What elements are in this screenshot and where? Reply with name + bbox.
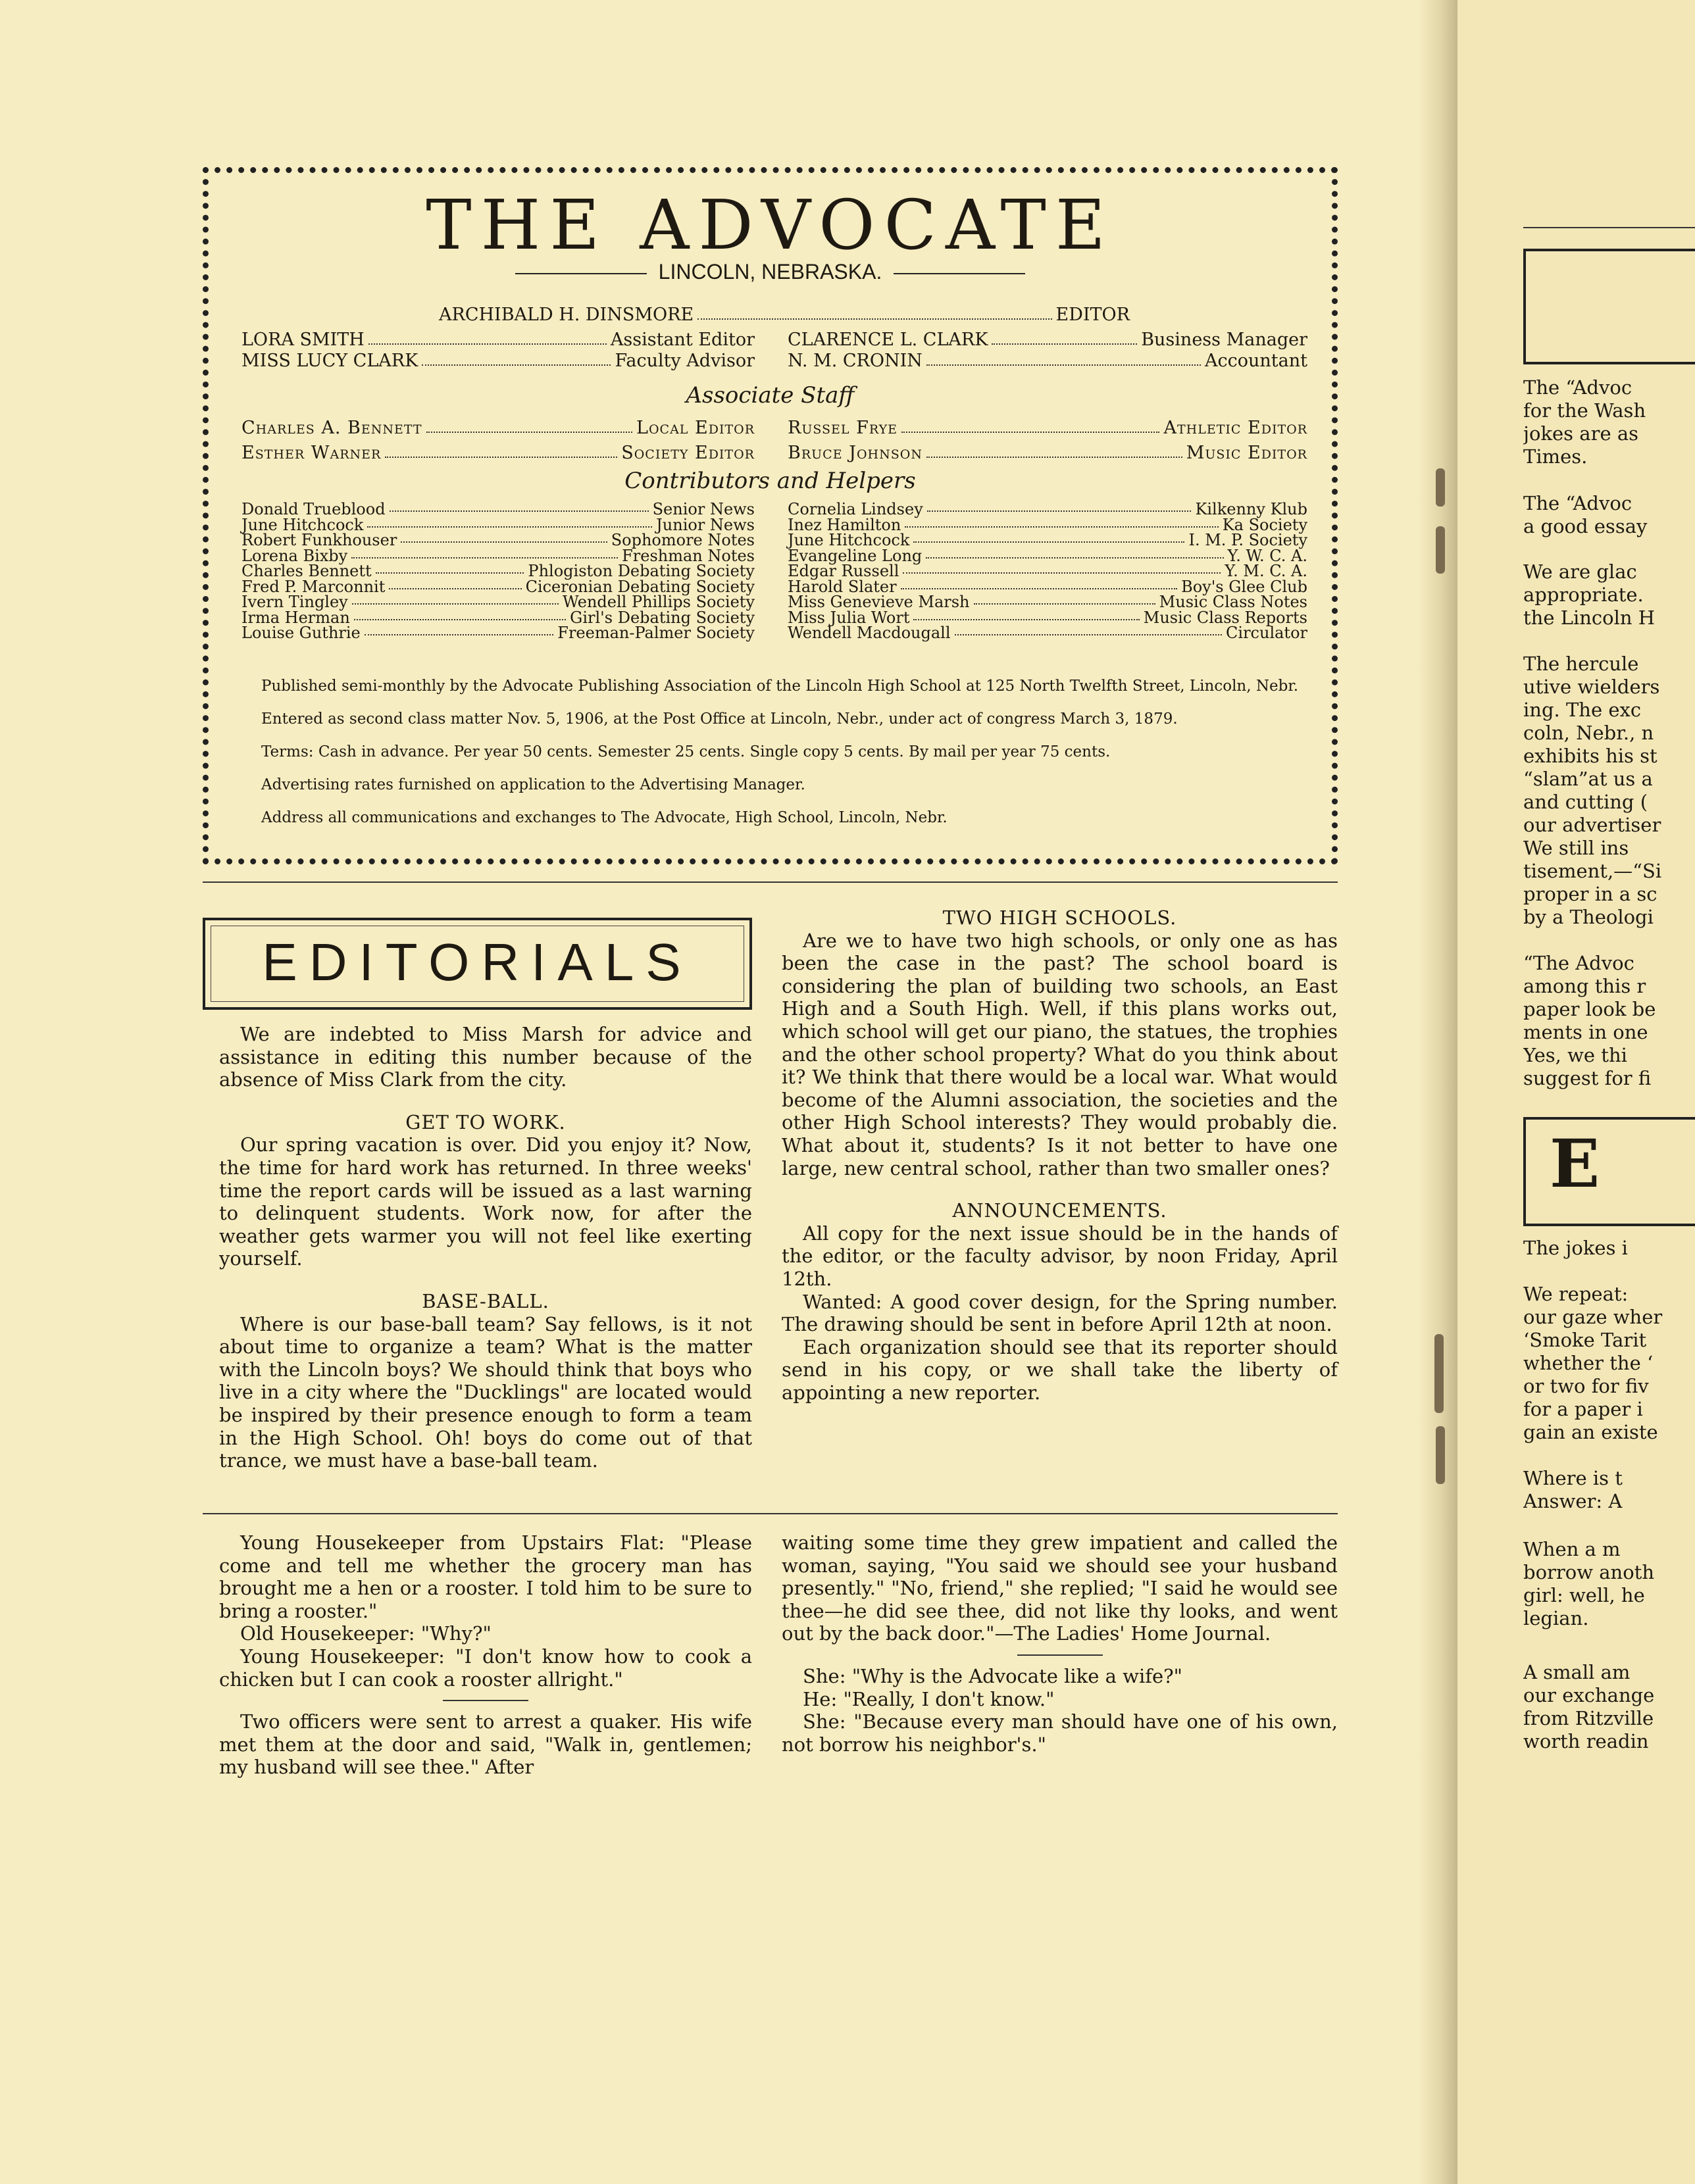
staff-row [788, 626, 1307, 641]
staff-name: Charles A. Bennett [241, 418, 422, 438]
staff-role: Circulator [1226, 624, 1307, 642]
note-address: Address all communications and exchanges to The Advocate, High School, Lincoln, Nebr. [261, 809, 948, 826]
staff-role: Kilkenny Klub [1195, 500, 1307, 518]
staff-row [788, 351, 1307, 371]
staff-name: Louise Guthrie [241, 624, 361, 642]
joke-he: He: "Really, I don't know." [803, 1687, 1055, 1710]
masthead-title: THE ADVOCATE [426, 185, 1115, 265]
right-page-line: borrow anoth [1523, 1561, 1655, 1583]
staple-top [1436, 468, 1445, 507]
right-page-line: and cutting ( [1523, 791, 1648, 813]
right-page-line: appropriate. [1523, 583, 1644, 606]
staff-name: Fred P. Marconnit [241, 577, 386, 596]
staff-name: June Hitchcock [241, 515, 364, 534]
right-page-line: The “Advoc [1523, 492, 1632, 514]
jokes-rule [203, 1513, 1338, 1514]
right-page-line: for the Wash [1523, 399, 1646, 422]
jokes-right-column [782, 1531, 1338, 1756]
right-page-line: “slam”at us a [1523, 768, 1653, 790]
right-page-line: a good essay [1523, 515, 1648, 537]
right-page-line: utive wielders [1523, 676, 1660, 698]
right-page-line: The “Advoc [1523, 376, 1632, 399]
staff-role: Girl's Debating Society [570, 608, 755, 627]
staff-name: Harold Slater [788, 577, 897, 596]
right-page-line: The jokes i [1523, 1237, 1628, 1259]
right-page-line: Times. [1523, 445, 1588, 468]
staff-row [788, 443, 1307, 463]
staff-name: Lorena Bixby [241, 546, 348, 565]
note-entered: Entered as second class matter Nov. 5, 1906, at the Post Office at Lincoln, Nebr., under act of congress March 3, 1879. [261, 710, 1178, 728]
staff-role: Wendell Phillips Society [563, 593, 755, 611]
staff-row [241, 595, 755, 610]
right-page-line: gain an existe [1523, 1421, 1658, 1443]
staff-name: Bruce Johnson [788, 443, 923, 463]
joke-old-housekeeper: Old Housekeeper: "Why?" [240, 1622, 492, 1645]
editorials-heading: EDITORIALS [262, 933, 693, 991]
staff-row [788, 418, 1307, 438]
right-page-line: suggest for fi [1523, 1067, 1652, 1089]
two-schools-head: TWO HIGH SCHOOLS. [942, 906, 1177, 929]
right-page-line: whether the ‘ [1523, 1352, 1654, 1374]
right-box-ex [1523, 1117, 1695, 1226]
staff-role: Music Class Notes [1159, 593, 1307, 611]
right-page-line: Yes, we thi [1523, 1044, 1627, 1066]
page-fold [1418, 0, 1457, 2184]
right-page-line: jokes are as [1523, 422, 1638, 445]
staff-row [241, 626, 755, 641]
right-page-line: ‘Smoke Tarit [1523, 1329, 1647, 1351]
right-page-line: our exchange [1523, 1684, 1655, 1706]
staff-role: Accountant [1205, 351, 1307, 371]
staff-name: Evangeline Long [788, 546, 923, 565]
two-schools-body: Are we to have two high schools, or only one as has been the case in the past? The school board is considering the plan of building two schools, an East High and a South High. Well, if this plans works out, which school will get our piano, the statues, the trophies and the other school property? What do you think about it? We think that there would be a local war. What would become of the Alumni association, the societies and the other High School interests? They would probably die. What about it, students? Is it not better to have one large, new central school, rather than two smaller ones? [782, 929, 1338, 1179]
staff-row [788, 595, 1307, 610]
staff-role: I. M. P. Society [1188, 531, 1307, 549]
joke-young-housekeeper: Young Housekeeper: "I don't know how to cook a chicken but I can cook a rooster allright." [219, 1645, 752, 1691]
announcements-head: ANNOUNCEMENTS. [952, 1199, 1167, 1222]
right-page-line: We are glac [1523, 560, 1637, 583]
staple-bottom [1434, 1334, 1444, 1413]
right-page-line: Answer: A [1523, 1490, 1623, 1512]
right-page-line: ing. The exc [1523, 699, 1642, 721]
staff-row [241, 351, 755, 371]
baseball-body: Where is our base-ball team? Say fellows, is it not about time to organize a team? What is the matter with the Lincoln boys? We should think that boys who live in a city where the "Ducklings" are located would be inspired by their presence enough to form a team in the High School. Oh! boys do come out of that trance, we must have a base-ball team. [219, 1312, 752, 1472]
staff-name: Russel Frye [788, 418, 898, 438]
staff-role: Assistant Editor [610, 330, 755, 350]
right-page-line: our gaze wher [1523, 1306, 1663, 1328]
staff-row [241, 564, 755, 579]
right-page-line: from Ritzville [1523, 1707, 1654, 1729]
staff-name: Donald Trueblood [241, 500, 386, 518]
joke-housekeeper: Young Housekeeper from Upstairs Flat: "Please come and tell me whether the grocery man has brought me a hen or a rooster. I told him to be sure to bring a rooster." [219, 1531, 752, 1622]
staff-name: Charles Bennett [241, 562, 372, 580]
right-box-letters: E [1550, 1125, 1600, 1203]
staff-row [788, 502, 1307, 517]
staff-role: Ciceronian Debating Society [525, 577, 755, 596]
staff-role: Faculty Advisor [615, 351, 755, 371]
staff-role: Boy's Glee Club [1181, 577, 1307, 596]
right-page [1457, 0, 1695, 2184]
staff-name: June Hitchcock [788, 531, 910, 549]
staff-name: MISS LUCY CLARK [241, 351, 418, 371]
right-page-line: or two for fiv [1523, 1375, 1649, 1397]
note-advertising: Advertising rates furnished on application to the Advertising Manager. [261, 776, 805, 793]
right-page-line: ments in one [1523, 1021, 1648, 1043]
note-terms: Terms: Cash in advance. Per year 50 cents. Semester 25 cents. Single copy 5 cents. By mail per year 75 cents. [261, 743, 1111, 760]
staff-role: Junior News [656, 515, 755, 534]
staff-role: Business Manager [1141, 330, 1307, 350]
staff-row [788, 533, 1307, 548]
right-page-line: among this r [1523, 975, 1646, 997]
baseball-head: BASE-BALL. [422, 1289, 549, 1312]
staff-row [241, 533, 755, 548]
masthead-location: LINCOLN, NEBRASKA. [209, 260, 1332, 284]
staff-role: Freeman-Palmer Society [557, 624, 755, 642]
editorial-intro: We are indebted to Miss Marsh for advice and assistance in editing this number because of the absence of Miss Clark from the city. [219, 1023, 752, 1091]
right-page-line: tisement,—“Si [1523, 860, 1662, 882]
staff-role: Senior News [652, 500, 755, 518]
right-page-line: When a m [1523, 1538, 1621, 1560]
staff-name: N. M. CRONIN [788, 351, 923, 371]
staff-name: Edgar Russell [788, 562, 899, 580]
staff-name: Esther Warner [241, 443, 382, 463]
right-page-line: A small am [1523, 1661, 1631, 1683]
announcement-cover: Wanted: A good cover design, for the Spring number. The drawing should be sent in before April 12th at noon. [782, 1290, 1338, 1336]
staff-row [788, 330, 1307, 350]
right-page-line: exhibits his st [1523, 745, 1657, 767]
staff-name: Robert Funkhouser [241, 531, 397, 549]
announcement-reporter: Each organization should see that its reporter should send in his copy, or we shall take the liberty of appointing a new reporter. [782, 1335, 1338, 1404]
editorial-left-column [219, 1023, 752, 1472]
staff-name: Cornelia Lindsey [788, 500, 923, 518]
right-page-line: for a paper i [1523, 1398, 1643, 1420]
joke-she-1: She: "Why is the Advocate like a wife?" [803, 1664, 1183, 1687]
staff-name: Wendell Macdougall [788, 624, 951, 642]
joke-quaker-cont: waiting some time they grew impatient and called the woman, saying, "You said we should see your husband presently." "No, friend," she replied; "I said he would see thee—he did see thee, did not like thy looks, and went out by the back door."—The Ladies' Home Journal. [782, 1531, 1338, 1645]
right-page-line: girl: well, he [1523, 1584, 1645, 1606]
jokes-left-column [219, 1531, 752, 1779]
right-page-line: legian. [1523, 1607, 1589, 1629]
staff-role: Ka Society [1222, 515, 1307, 534]
staff-name: Inez Hamilton [788, 515, 901, 534]
publication-notes [241, 676, 1307, 840]
staff-role: Music Editor [1186, 443, 1307, 463]
staff-role: Local Editor [636, 418, 755, 438]
right-page-line: “The Advoc [1523, 952, 1634, 974]
staff-role: Athletic Editor [1163, 418, 1307, 438]
editor-row: ARCHIBALD H. DINSMORE EDITOR [439, 305, 1130, 325]
staff-row [788, 564, 1307, 579]
editorial-right-column [782, 906, 1338, 1404]
right-rule [1523, 227, 1695, 228]
staff-role: Music Class Reports [1143, 608, 1307, 627]
staff-name: CLARENCE L. CLARK [788, 330, 988, 350]
editorials-heading-box [203, 918, 752, 1010]
staff-name: LORA SMITH [241, 330, 365, 350]
staff-name: Ivern Tingley [241, 593, 348, 611]
announcement-copy: All copy for the next issue should be in the hands of the editor, or the faculty advisor, by noon Friday, April 12th. [782, 1222, 1338, 1290]
staff-row [241, 443, 755, 463]
right-page-line: The hercule [1523, 653, 1639, 675]
note-published: Published semi-monthly by the Advocate Publishing Association of the Lincoln High School at 125 North Twelfth Street, Lincoln, Nebr. [261, 678, 1299, 695]
right-page-line: the Lincoln H [1523, 607, 1656, 629]
right-page-line: coln, Nebr., n [1523, 722, 1654, 744]
masthead-box [203, 167, 1338, 864]
right-page-line: by a Theologi [1523, 906, 1654, 928]
right-page-line: paper look be [1523, 998, 1656, 1020]
joke-she-2: She: "Because every man should have one of his own, not borrow his neighbor's." [782, 1710, 1338, 1756]
staff-role: Phlogiston Debating Society [528, 562, 755, 580]
staff-role: Y. M. C. A. [1225, 562, 1307, 580]
staff-role: Freshman Notes [622, 546, 755, 565]
staff-name: Miss Genevieve Marsh [788, 593, 970, 611]
right-page-line: our advertiser [1523, 814, 1661, 836]
right-page-line: We still ins [1523, 837, 1629, 859]
staff-row [241, 502, 755, 517]
joke-quaker: Two officers were sent to arrest a quaker. His wife met them at the door and said, "Walk in, gentlemen; my husband will see thee." After [219, 1710, 752, 1779]
get-to-work-head: GET TO WORK. [405, 1110, 566, 1133]
staff-name: Miss Julia Wort [788, 608, 910, 627]
staff-role: Y. W. C. A. [1227, 546, 1307, 565]
get-to-work-body: Our spring vacation is over. Did you enjoy it? Now, the time for hard work has returned. In three weeks' time the report cards will be issued as a last warning to delinquent students. Work now, for after the weather gets warmer you will not feel like exerting yourself. [219, 1133, 752, 1270]
contributors-heading: Contributors and Helpers [624, 468, 916, 494]
staple-top-2 [1436, 526, 1445, 574]
masthead-rule [203, 881, 1338, 883]
staff-role: Sophomore Notes [611, 531, 755, 549]
staff-row [241, 418, 755, 438]
right-page-line: We repeat: [1523, 1283, 1629, 1305]
staff-role: Society Editor [621, 443, 755, 463]
associate-heading: Associate Staff [686, 382, 855, 409]
staff-row [241, 330, 755, 350]
right-page-line: Where is t [1523, 1467, 1623, 1489]
right-box-top [1523, 249, 1695, 364]
staff-name: Irma Herman [241, 608, 350, 627]
right-page-line: proper in a sc [1523, 883, 1657, 905]
staple-bottom-2 [1436, 1426, 1445, 1484]
right-page-line: worth readin [1523, 1730, 1649, 1752]
